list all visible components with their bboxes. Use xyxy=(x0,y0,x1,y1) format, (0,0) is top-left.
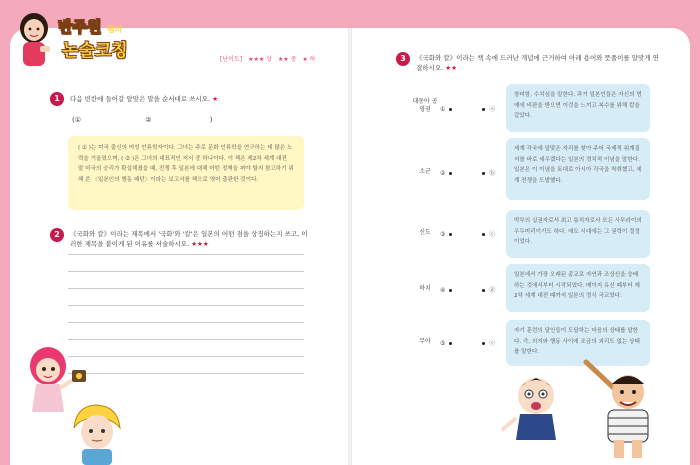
difficulty-legend: [난이도] ★★★ 상 ★★ 중 ★ 하 xyxy=(220,56,316,63)
header-badge xyxy=(14,10,136,70)
term-3: 신도 xyxy=(419,229,431,236)
definition-c: 막부의 실권자로서 최고 통치자로서 모든 사무라이의 우두머리이기도 하다. 에도 시대에는 그 권력이 절정이었다. xyxy=(506,210,650,258)
term-2-connector[interactable]: ② ⓑ xyxy=(440,170,496,177)
answer-line[interactable] xyxy=(68,356,304,357)
term-3-connector[interactable]: ③ ⓒ xyxy=(440,231,496,238)
answer-line[interactable] xyxy=(68,373,304,374)
question-2-number: 2 xyxy=(50,228,64,242)
term-4: 하치 xyxy=(419,285,431,292)
answer-line[interactable] xyxy=(68,254,304,255)
warrior-man-illustration xyxy=(578,352,670,460)
question-3-number: 3 xyxy=(396,52,410,66)
definition-b: 세계 각국에 알맞은 자리를 찾아 주어 국제적 위계질서를 바로 세우겠다는 일본의 정치적 이념을 말한다. 일본은 이 이념을 토대로 아시아 각국을 착취했고, 세계 전쟁을 도발했다. xyxy=(506,138,650,200)
term-1-connector[interactable]: ① ⓐ xyxy=(440,106,496,113)
header-subtitle: 논술코칭 xyxy=(62,41,128,61)
definition-a: 창피함, 수치심을 말한다. 과거 일본인들은 자신의 명예에 비판을 받으면 이것을 느끼고 복수를 위해 칼을 갈았다. xyxy=(506,84,650,132)
definition-d: 일본에서 가장 오래된 종교로 자연과 조상신을 숭배하는 것에서부터 시작되었다. 메이지 유신 때부터 제2차 세계 대전 때까지 일본의 정식 국교였다. xyxy=(506,264,650,312)
term-4-connector[interactable]: ④ ⓓ xyxy=(440,287,496,294)
answer-line[interactable] xyxy=(68,305,304,306)
teacher-avatar xyxy=(14,10,54,68)
answer-line[interactable] xyxy=(68,322,304,323)
term-1: 대동아 공영권 xyxy=(412,98,438,113)
boy-character-illustration xyxy=(68,402,126,465)
answer-line[interactable] xyxy=(68,271,304,272)
definition-e: 자기 훈련의 달인들이 도달하는 마음의 상태를 말한다. 즉, 의지와 행동 사이에 조금의 괴리도 없는 상태를 말한다. xyxy=(506,320,650,366)
term-2: 소군 xyxy=(419,168,431,175)
answer-line[interactable] xyxy=(68,339,304,340)
question-1-text: 다음 빈칸에 들어갈 알맞은 말을 순서대로 쓰시오. ★ xyxy=(70,95,218,103)
term-5-connector[interactable]: ⑤ ⓔ xyxy=(440,340,496,347)
answer-lines[interactable] xyxy=(68,254,304,390)
question-2-text: 《국화와 칼》이라는 제목에서 '국화'와 '칼'은 일본의 어떤 점을 상징하는지 쓰고, 이러한 제목을 붙이게 된 이유를 서술하시오. ★★★ xyxy=(70,230,308,248)
answer-line[interactable] xyxy=(68,288,304,289)
question-1-number: 1 xyxy=(50,92,64,106)
samurai-boy-illustration xyxy=(496,372,576,442)
question-3-text: 《국화와 칼》이라는 책 속에 드러난 개념에 근거하여 아래 용어와 뜻풀이를 알맞게 연결하시오. ★★ xyxy=(416,54,659,72)
question-1-passage: ( ① )는 미국 출신의 여성 인류학자이다. 그녀는 주로 문화 인류학을 연구하는 데 많은 노력을 기울였으며, ( ② )은 그녀의 대표적인 저서 중 하나이다. 이 책은 제2차 세계 대전 말 미국의 승리가 확실해졌을 때, 전쟁 후 일본에 대해 어떤 정책을 펴야 할지 참고하기 위해 쓴 〈일본인의 행동 패턴〉이라는 보고서를 책으로 엮어 출판한 것이다. xyxy=(68,136,304,210)
term-5: 무아 xyxy=(419,338,431,345)
teacher-name: 반주원 쌤의 xyxy=(58,18,123,36)
question-1-blanks: (① ② ) xyxy=(72,116,213,124)
